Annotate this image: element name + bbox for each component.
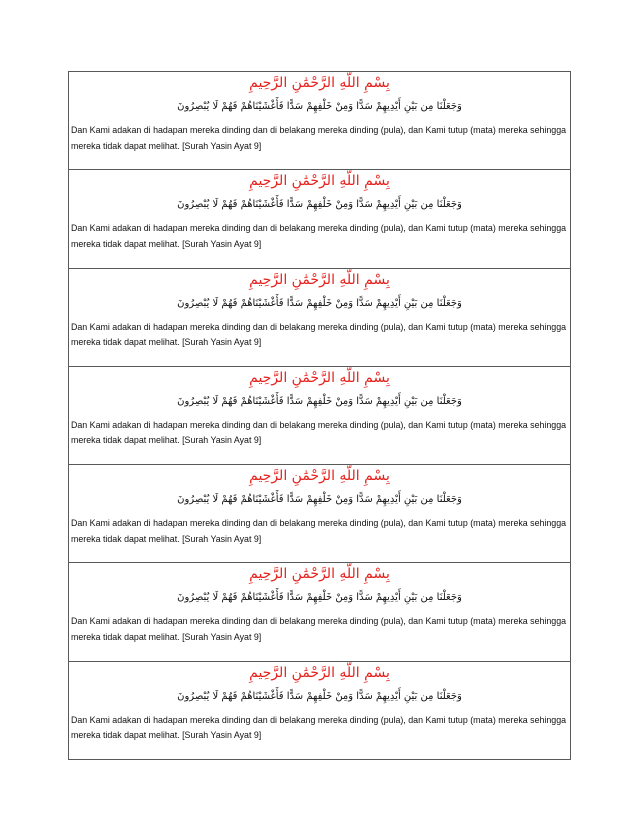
verse-card [69,465,571,563]
verse-translation: Dan Kami adakan di hadapan mereka dinding dan di belakang mereka dinding (pula), dan Kami tutup (mata) mereka sehingga mereka tidak dapat melihat. [Surah Yasin Ayat 9] [71,714,567,741]
table-row [69,170,571,268]
verse-translation: Dan Kami adakan di hadapan mereka dinding dan di belakang mereka dinding (pula), dan Kami tutup (mata) mereka sehingga mereka tidak dapat melihat. [Surah Yasin Ayat 9] [71,321,567,348]
table-row [69,661,571,759]
verse-translation: Dan Kami adakan di hadapan mereka dinding dan di belakang mereka dinding (pula), dan Kami tutup (mata) mereka sehingga mereka tidak dapat melihat. [Surah Yasin Ayat 9] [71,223,567,249]
table-row [69,268,571,366]
verse-translation: Dan Kami adakan di hadapan mereka dinding dan di belakang mereka dinding (pula), dan Kami tutup (mata) mereka sehingga mereka tidak dapat melihat. [Surah Yasin Ayat 9] [71,518,567,544]
bismillah-heading: بِسْمِ اللَّهِ الرَّحْمَٰنِ الرَّحِيمِ [249,271,390,288]
verse-card [69,268,571,366]
arabic-verse: وَجَعَلْنَا مِن بَيْنِ أَيْدِيهِمْ سَدًّا وَمِنْ خَلْفِهِمْ سَدًّا فَأَغْشَيْنَاهُمْ فَهُمْ لَا يُبْصِرُونَ [177,395,462,407]
verse-card [69,366,571,464]
table-row [69,72,571,170]
verse-card [69,661,571,759]
verse-card-table [68,71,571,760]
verse-card [69,563,571,661]
verse-translation: Dan Kami adakan di hadapan mereka dinding dan di belakang mereka dinding (pula), dan Kami tutup (mata) mereka sehingga mereka tidak dapat melihat. [Surah Yasin Ayat 9] [71,419,567,446]
arabic-verse: وَجَعَلْنَا مِن بَيْنِ أَيْدِيهِمْ سَدًّا وَمِنْ خَلْفِهِمْ سَدًّا فَأَغْشَيْنَاهُمْ فَهُمْ لَا يُبْصِرُونَ [177,297,462,309]
verse-card [69,72,571,170]
table-row [69,563,571,661]
arabic-verse: وَجَعَلْنَا مِن بَيْنِ أَيْدِيهِمْ سَدًّا وَمِنْ خَلْفِهِمْ سَدًّا فَأَغْشَيْنَاهُمْ فَهُمْ لَا يُبْصِرُونَ [177,101,462,112]
bismillah-heading: بِسْمِ اللَّهِ الرَّحْمَٰنِ الرَّحِيمِ [249,369,390,386]
table-row [69,465,571,563]
table-row [69,366,571,464]
arabic-verse: وَجَعَلْنَا مِن بَيْنِ أَيْدِيهِمْ سَدًّا وَمِنْ خَلْفِهِمْ سَدًّا فَأَغْشَيْنَاهُمْ فَهُمْ لَا يُبْصِرُونَ [177,199,462,211]
bismillah-heading: بِسْمِ اللَّهِ الرَّحْمَٰنِ الرَّحِيمِ [249,566,390,583]
verse-translation: Dan Kami adakan di hadapan mereka dinding dan di belakang mereka dinding (pula), dan Kami tutup (mata) mereka sehingga mereka tidak dapat melihat. [Surah Yasin Ayat 9] [71,125,567,151]
bismillah-heading: بِسْمِ اللَّهِ الرَّحْمَٰنِ الرَّحِيمِ [249,664,390,681]
verse-translation: Dan Kami adakan di hadapan mereka dinding dan di belakang mereka dinding (pula), dan Kami tutup (mata) mereka sehingga mereka tidak dapat melihat. [Surah Yasin Ayat 9] [71,616,567,642]
bismillah-heading: بِسْمِ اللَّهِ الرَّحْمَٰنِ الرَّحِيمِ [249,468,390,485]
arabic-verse: وَجَعَلْنَا مِن بَيْنِ أَيْدِيهِمْ سَدًّا وَمِنْ خَلْفِهِمْ سَدًّا فَأَغْشَيْنَاهُمْ فَهُمْ لَا يُبْصِرُونَ [177,494,462,506]
arabic-verse: وَجَعَلْنَا مِن بَيْنِ أَيْدِيهِمْ سَدًّا وَمِنْ خَلْفِهِمْ سَدًّا فَأَغْشَيْنَاهُمْ فَهُمْ لَا يُبْصِرُونَ [177,592,462,604]
bismillah-heading: بِسْمِ اللَّهِ الرَّحْمَٰنِ الرَّحِيمِ [249,75,390,91]
arabic-verse: وَجَعَلْنَا مِن بَيْنِ أَيْدِيهِمْ سَدًّا وَمِنْ خَلْفِهِمْ سَدًّا فَأَغْشَيْنَاهُمْ فَهُمْ لَا يُبْصِرُونَ [177,690,462,702]
verse-card [69,170,571,268]
bismillah-heading: بِسْمِ اللَّهِ الرَّحْمَٰنِ الرَّحِيمِ [249,173,390,190]
